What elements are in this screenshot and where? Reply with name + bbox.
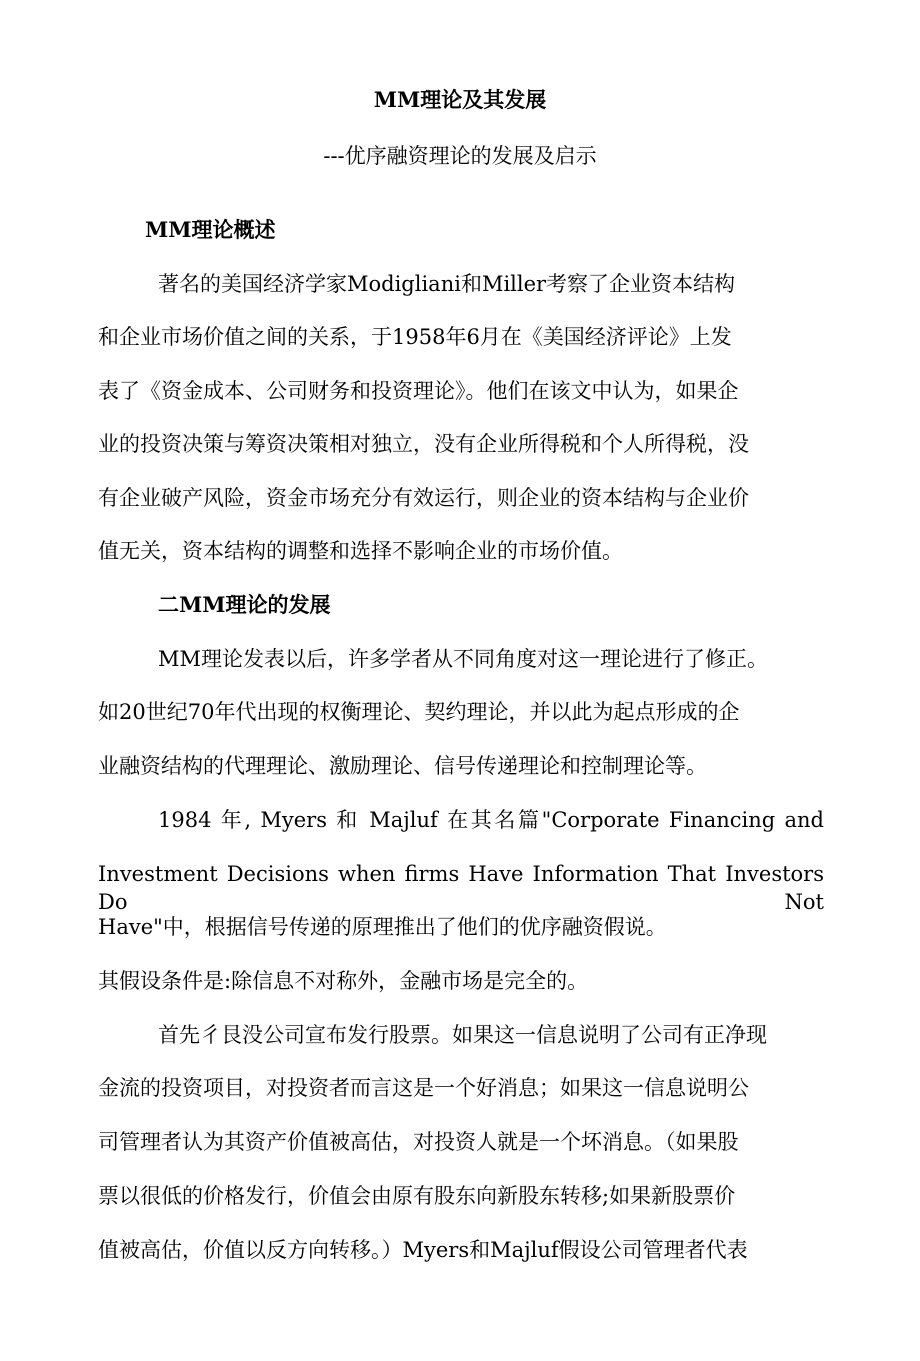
assumption-line: 其假设条件是:除信息不对称外，金融市场是完全的。 bbox=[98, 969, 589, 993]
section-heading-development: 二MM理论的发展 bbox=[158, 592, 331, 617]
paragraph-line: 司管理者认为其资产价值被高估，对投资人就是一个坏消息。（如果股 bbox=[98, 1130, 739, 1154]
paragraph-line: 票以很低的价格发行，价值会由原有股东向新股东转移;如果新股票价 bbox=[98, 1184, 736, 1208]
section-heading-overview: MM理论概述 bbox=[145, 217, 276, 242]
paragraph-line: 和企业市场价值之间的关系，于1958年6月在《美国经济评论》上发 bbox=[98, 325, 732, 349]
paragraph-line: 首先彳艮没公司宣布发行股票。如果这一信息说明了公司有正净现 bbox=[158, 1023, 767, 1047]
paragraph-line: 业融资结构的代理理论、激励理论、信号传递理论和控制理论等。 bbox=[98, 754, 707, 778]
paragraph-line: MM理论发表以后，许多学者从不同角度对这一理论进行了修正。 bbox=[158, 647, 769, 671]
document-subtitle: ---优序融资理论的发展及启示 bbox=[323, 144, 597, 168]
paragraph-line: 有企业破产风险，资金市场充分有效运行，则企业的资本结构与企业价 bbox=[98, 486, 749, 510]
paragraph-line: 业的投资决策与筹资决策相对独立，没有企业所得税和个人所得税，没 bbox=[98, 432, 749, 456]
paragraph-line: 金流的投资项目，对投资者而言这是一个好消息；如果这一信息说明公 bbox=[98, 1076, 749, 1100]
paragraph-line: 如20世纪70年代出现的权衡理论、契约理论，并以此为起点形成的企 bbox=[98, 700, 740, 724]
paragraph-line: 表了《资金成本、公司财务和投资理论》。他们在该文中认为，如果企 bbox=[98, 379, 739, 403]
paragraph-line: 值被高估，价值以反方向转移。）Myers和Majluf假设公司管理者代表 bbox=[98, 1238, 748, 1262]
document-title: MM理论及其发展 bbox=[373, 87, 547, 112]
paragraph-line: Have"中，根据信号传递的原理推出了他们的优序融资假说。 bbox=[98, 915, 667, 939]
paragraph-line: 值无关，资本结构的调整和选择不影响企业的市场价值。 bbox=[98, 539, 623, 563]
paragraph-line: 1984 年, Myers 和 Majluf 在其名篇"Corporate Financing and bbox=[158, 808, 824, 832]
paragraph-line: 著名的美国经济学家Modigliani和Miller考察了企业资本结构 bbox=[158, 272, 736, 296]
paragraph-line: Investment Decisions when firms Have Information That Investors Do Not bbox=[98, 862, 824, 914]
